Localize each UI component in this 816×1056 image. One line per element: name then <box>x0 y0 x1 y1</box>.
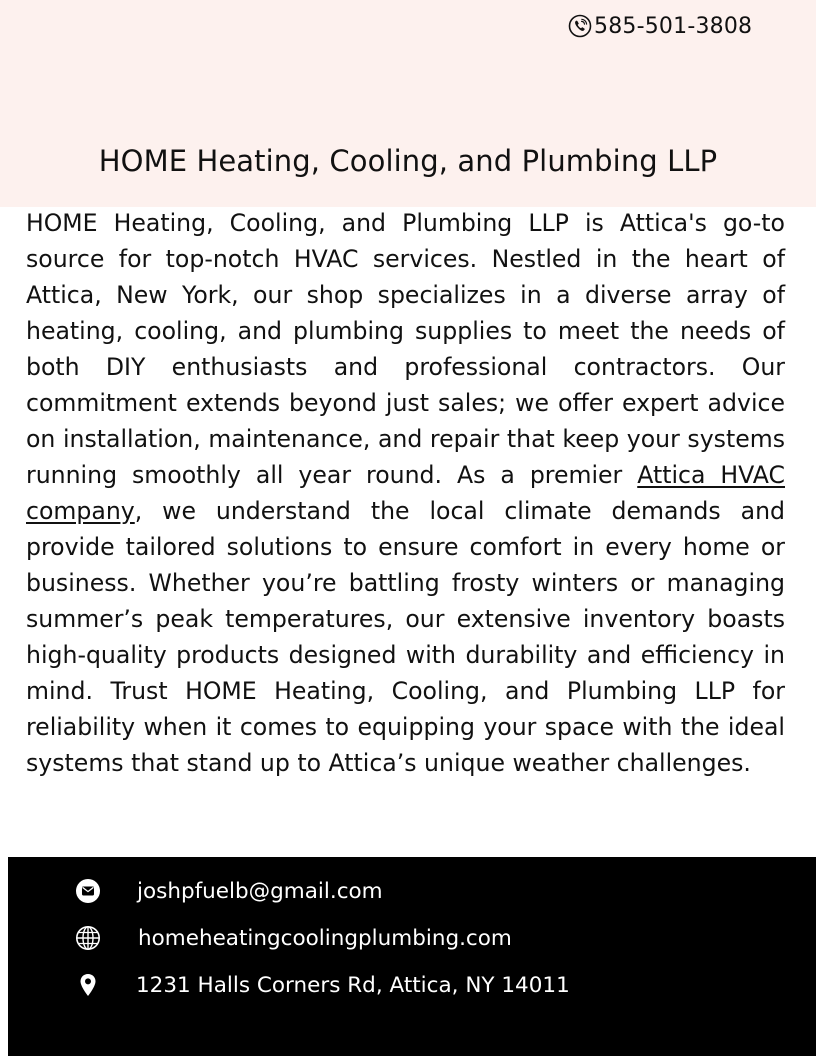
contact-website: homeheatingcoolingplumbing.com <box>138 925 512 951</box>
contact-email: joshpfuelb@gmail.com <box>137 878 383 904</box>
page-title: HOME Heating, Cooling, and Plumbing LLP <box>98 144 718 178</box>
contact-website-row[interactable] <box>75 925 512 951</box>
contact-email-row[interactable] <box>75 878 383 904</box>
attica-hvac-company-link[interactable]: Attica HVAC company <box>26 461 785 525</box>
globe-icon <box>75 925 101 951</box>
phone-text: 585-501-3808 <box>594 13 753 39</box>
contact-address-row[interactable] <box>75 972 570 998</box>
header-band <box>0 0 816 207</box>
phone-number[interactable] <box>567 13 752 39</box>
contact-address: 1231 Halls Corners Rd, Attica, NY 14011 <box>136 972 570 998</box>
mail-icon <box>75 878 101 904</box>
phone-icon <box>567 13 593 39</box>
paragraph-text-after-link: , we understand the local climate demands and provide tailored solutions to ensure comfort in every home or business. Whether you’re battling frosty winters or managing summer’s peak temperatures, our extensive inventory boasts high-quality products designed with durability and efficiency in mind. Trust HOME Heating, Cooling, and Plumbing LLP for reliability when it comes to equipping your space with the ideal systems that stand up to Attica’s unique weather challenges. <box>26 497 785 777</box>
paragraph-text-before-link: HOME Heating, Cooling, and Plumbing LLP is Attica's go-to source for top-notch HVAC services. Nestled in the heart of Attica, New York, our shop specializes in a diverse array of heating, cooling, and plumbing supplies to meet the needs of both DIY enthusiasts and professional contractors. Our commitment extends beyond just sales; we offer expert advice on installation, maintenance, and repair that keep your systems running smoothly all year round. As a premier <box>26 209 785 489</box>
description-paragraph <box>26 205 785 781</box>
location-pin-icon <box>75 972 101 998</box>
